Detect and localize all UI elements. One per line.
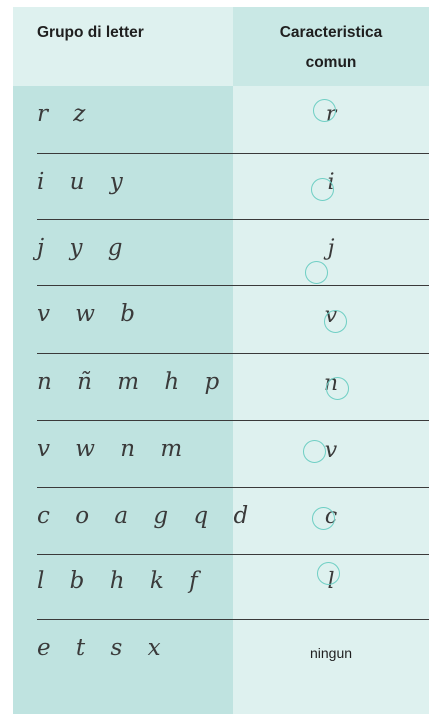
row-letters: v w b	[37, 301, 145, 327]
row-separator	[37, 554, 429, 555]
header-common-feature	[233, 18, 429, 78]
header-letter-groups: Grupo di letter	[37, 24, 144, 41]
row-separator	[37, 619, 429, 620]
highlight-circle	[303, 440, 326, 463]
row-common-letter: j	[327, 236, 335, 261]
row-letters: v w n m	[37, 436, 192, 462]
highlight-circle	[311, 178, 334, 201]
highlight-circle	[305, 261, 328, 284]
row-common-letter: n	[323, 371, 339, 396]
row-separator	[37, 487, 429, 488]
row-letters: j y g	[37, 235, 132, 261]
row-common-letter: v	[324, 303, 338, 328]
row-separator	[37, 153, 429, 154]
row-common-letter: l	[327, 569, 335, 594]
row-separator	[37, 285, 429, 286]
highlight-circle	[326, 377, 349, 400]
header-common-feature-line2: comun	[305, 54, 357, 71]
row-letters: r z	[37, 101, 95, 127]
row-letters: i u y	[37, 169, 132, 195]
row-common-letter: v	[324, 438, 338, 463]
letter-groups-table	[13, 7, 429, 714]
row-common-none: ningun	[309, 645, 353, 661]
row-letters: c o a g q d	[37, 503, 258, 529]
row-separator	[37, 420, 429, 421]
highlight-circle	[317, 562, 340, 585]
row-separator	[37, 219, 429, 220]
row-separator	[37, 353, 429, 354]
row-common-letter: c	[324, 504, 338, 529]
highlight-circle	[324, 310, 347, 333]
highlight-circle	[313, 99, 336, 122]
header-common-feature-line1: Caracteristica	[279, 24, 383, 41]
row-letters: n ñ m h p	[37, 369, 229, 395]
highlight-circle	[312, 507, 335, 530]
row-common-letter: i	[327, 170, 335, 195]
row-letters: e t s x	[37, 635, 170, 661]
row-common-letter: r	[325, 102, 337, 127]
row-letters: l b h k f	[37, 568, 207, 594]
